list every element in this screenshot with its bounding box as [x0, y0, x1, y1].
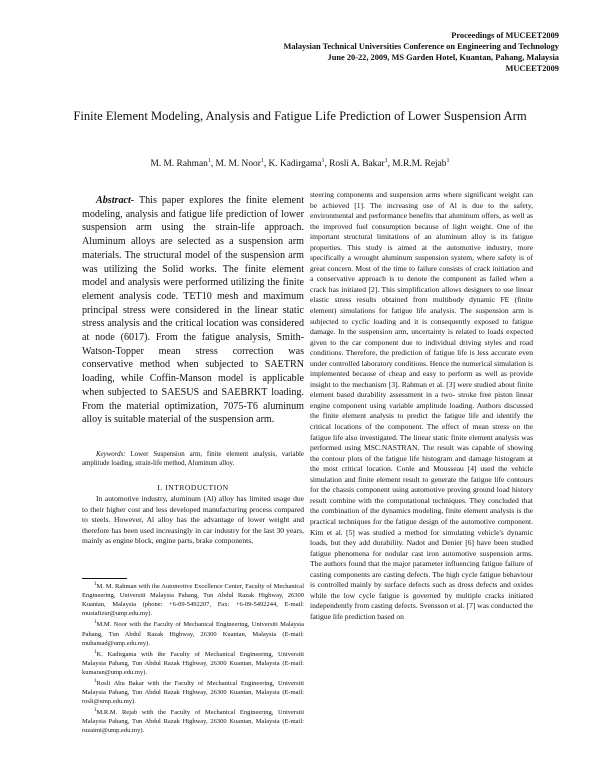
- footnote-mark: 1: [94, 708, 97, 714]
- keywords-label: Keywords:: [96, 451, 126, 458]
- author-name: K. Kadirgama: [268, 159, 322, 170]
- author-separator: ,: [324, 159, 330, 170]
- footnote: [82, 648, 304, 677]
- footnote-mark: 1: [94, 649, 97, 655]
- proceedings-header: [119, 30, 559, 74]
- author-separator: ,: [263, 159, 269, 170]
- footnote-divider: [82, 578, 127, 579]
- right-column-paragraph: steering components and suspension arms where significant weight can be achieved [1]. The increasing use of Al is due to the safety, environmental and performance benefits that aluminum offers, as well as the improved fuel consumption because of light weight. One of the important structural limitations of an aluminum alloy is its fatigue properties. This study is aimed at the automotive industry, more specifically a wrought aluminum suspension system, where safety is of great concern. Most of the time to failure consists of crack initiation and a conservative approach is to denote the component as failed when a crack has initiated [2]. This simplification allows designers to use linear elastic stress results obtained from multibody dynamic FE (finite element) simulations for fatigue life analysis. The suspension arm is subjected to cyclic loading and it is consequently exposed to fatigue damage. In the suspension arm, uncertainty is related to loads expected given to the car component due to individual driving styles and road conditions. Therefore, the prediction of fatigue life is less accurate even under controlled laboratory conditions. Hence the numerical simulation is implemented because of cheap and easy to perform as well as provide insight to the mechanism [3]. Rahman et al. [3] were studied about finite element based durability assessment in a two- stroke free piston linear engine component using variable amplitude loading. Authors discussed the finite element analysis to predict the fatigue life and identify the critical locations of the component. The effect of mean stress on the fatigue life also investigated. The linear static finite element analysis was performed using MSC.NASTRAN. The result was capable of showing the contour plots of the fatigue life histogram and damage histogram at the most critical location. Conle and Mousseau [4] used the vehicle simulation and finite element result to generate the fatigue life contours for the chassis component using automotive proving ground load history result combine with the computational techniques. They concluded that the combination of the dynamics modeling, finite element analysis is the practical techniques for the fatigue design of the automotive component. Kim et al. [5] was studied a method for simulating vehicle's dynamic loads, but they add durability. Nadot and Denier [6] have been studied fatigue phenomena for nodular cast iron automotive suspension arms. The authors found that the major parameter influencing fatigue failure of casting components are casting defects. The high cycle fatigue behaviour is controlled mainly by surface defects such as dross defects and oxides while the low cycle fatigue is governed by multiple cracks initiated independently from casting defects. Svensson et al. [7] was conducted the fatigue life prediction based on: [310, 190, 533, 621]
- footnote-mark: 1: [94, 582, 97, 587]
- footnote-text: M.M. Noor with the Faculty of Mechanical Engineering, Universiti Malaysia Pahang, Tun Abdul Razak Highway, 26300 Kuantan, Malaysia (E-mail: muhamad@ump.edu.my).: [82, 621, 304, 647]
- author: [329, 159, 392, 169]
- author-name: Rosli A. Bakar: [329, 159, 385, 170]
- footnote-text: M.R.M. Rejab with the Faculty of Mechanical Engineering, Universiti Malaysia Pahang, Tun Abdul Razak Highway, 26300 Kuantan, Malaysia (E-mail: ruzaimi@ump.edu.my).: [82, 709, 304, 735]
- author-affiliation-mark: 1: [384, 158, 388, 164]
- author: [151, 159, 216, 169]
- footnote-text: Rosli Abu Bakar with the Faculty of Mechanical Engineering, Universiti Malaysia Pahang, Tun Abdul Razak Highway, 26300 Kuantan, Malaysia (E-mail: rosli@ump.edu.my).: [82, 680, 304, 706]
- conference-name: Malaysian Technical Universities Conference on Engineering and Technology: [283, 42, 559, 51]
- footnote-mark: 1: [94, 620, 97, 626]
- author-list: [40, 158, 560, 169]
- conference-code: MUCEET2009: [505, 64, 559, 73]
- footnote: [82, 706, 304, 735]
- author-affiliation-mark: 1: [321, 158, 325, 164]
- section-heading-introduction: I. INTRODUCTION: [157, 483, 229, 492]
- author-affiliation-mark: 1: [207, 158, 211, 164]
- abstract-text: This paper explores the finite element modeling, analysis and fatigue life prediction of lower suspension arm using the strain-life approach. Aluminum alloys are selected as a suspension arm materials. The structural model of the suspension arm was utilizing the Solid works. The finite element model and analysis were performed utilizing the finite element analysis code. TET10 mesh and maximum principal stress were considered in the linear static stress analysis and the critical location was considered at node (6017). From the fatigue analysis, Smith-Watson-Topper mean stress correction was conservative method when subjected to SAETRN loading, while Coffin-Manson model is applicable when subjected to SAESUS and SAEBRKT loading. From the material optimization, 7075-T6 aluminum alloy is suitable material of the suspension arm.: [82, 195, 304, 426]
- footnote-text: K. Kadirgama with the Faculty of Mechanical Engineering, Universiti Malaysia Pahang, Tun Abdul Razak Highway, 26300 Kuantan, Malaysia (E-mail: kumaran@ump.edu.my).: [82, 650, 304, 676]
- conference-date-venue: June 20-22, 2009, MS Garden Hotel, Kuantan, Pahang, Malaysia: [327, 53, 559, 62]
- paper-title: Finite Element Modeling, Analysis and Fatigue Life Prediction of Lower Suspension Arm: [73, 109, 527, 123]
- proceedings-name: Proceedings of MUCEET2009: [451, 31, 559, 40]
- footnote-mark: 1: [94, 678, 97, 684]
- author-name: M. M. Rahman: [150, 159, 208, 170]
- footnote-text: M. M. Rahman with the Automotive Excellence Center, Faculty of Mechanical Engineering, Universiti Malaysia Pahang, Tun Abdul Razak Highway, 26300 Kuantan, Malaysia (phone: +6-09-5492207, Fax: +6-09-5492244, E-mail: mustafizur@ump.edu.my).: [82, 583, 304, 618]
- author: [392, 159, 449, 169]
- introduction-body: [82, 494, 304, 547]
- author-affiliation-mark: 1: [260, 158, 264, 164]
- author-name: M.R.M. Rejab: [392, 159, 447, 170]
- author-separator: ,: [210, 159, 216, 170]
- author-affiliation-mark: 1: [446, 158, 450, 164]
- author-footnotes: [82, 580, 304, 736]
- footnote: [82, 677, 304, 706]
- author: [269, 159, 330, 169]
- introduction-paragraph: In automotive industry, aluminum (Al) alloy has limited usage due to their higher cost and less developed manufacturing process compared to steels. However, Al alloy has the advantage of lower weight and therefore has been used increasingly in car industry for the last 30 years, mainly as engine block, engine parts, brake components,: [82, 494, 304, 546]
- author: [216, 159, 269, 169]
- author-name: M. M. Noor: [215, 159, 261, 170]
- keywords: [82, 450, 304, 468]
- footnote: [82, 618, 304, 647]
- abstract: [82, 194, 304, 427]
- footnote: [82, 580, 304, 618]
- abstract-label: Abstract-: [96, 195, 135, 206]
- keywords-text: Lower Suspension arm, finite element analysis, variable amplitude loading, strain-life method, Aluminum alloy.: [82, 451, 304, 468]
- author-separator: ,: [387, 159, 393, 170]
- right-column-body: [310, 190, 533, 622]
